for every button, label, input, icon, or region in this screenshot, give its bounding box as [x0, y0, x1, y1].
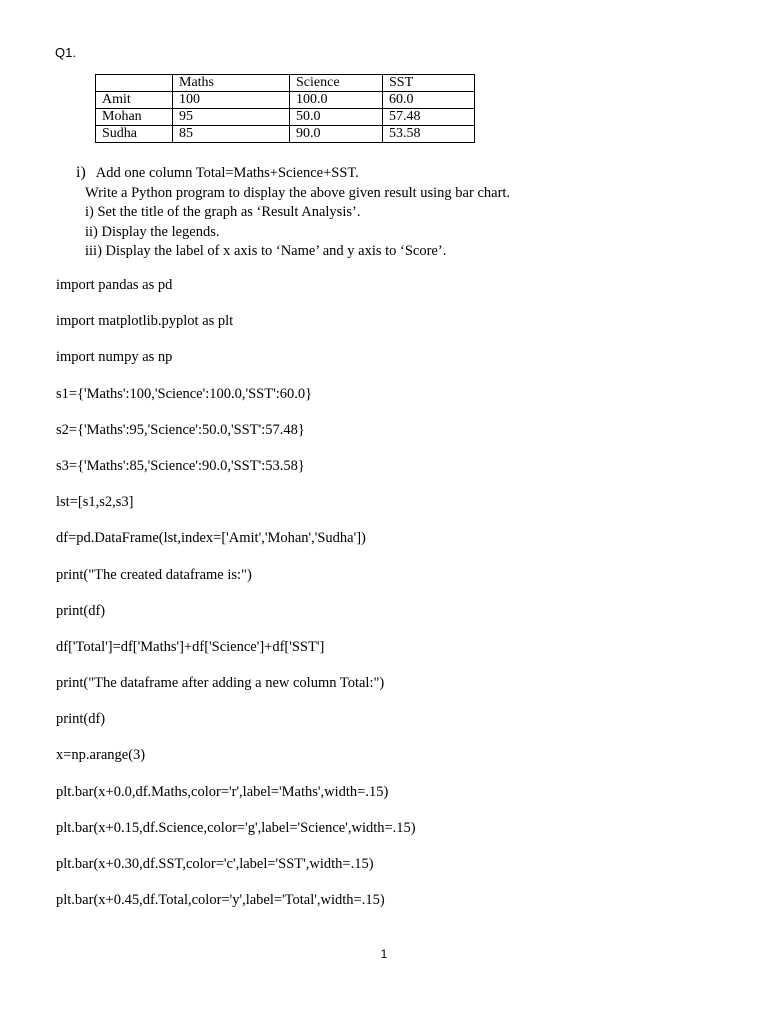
code-line: print(df): [56, 711, 106, 728]
code-line: s3={'Maths':85,'Science':90.0,'SST':53.58}: [56, 457, 305, 474]
table-header-cell: SST: [383, 75, 475, 92]
instruction-line: iii) Display the label of x axis to ‘Name’ and y axis to ‘Score’.: [85, 243, 447, 259]
code-line: print("The dataframe after adding a new column Total:"): [56, 675, 385, 692]
instruction-line: i) Set the title of the graph as ‘Result Analysis’.: [85, 204, 361, 220]
code-listing: [56, 276, 416, 927]
table-cell: 95: [173, 109, 290, 126]
code-line: x=np.arange(3): [56, 747, 146, 764]
table-cell: 100.0: [290, 92, 383, 109]
table-cell: 50.0: [290, 109, 383, 126]
table-cell: 90.0: [290, 126, 383, 143]
table-cell: 57.48: [383, 109, 475, 126]
instruction-line: Write a Python program to display the above given result using bar chart.: [85, 184, 511, 201]
table-header-cell: Maths: [173, 75, 290, 92]
table-row: [96, 126, 475, 143]
code-line: print("The created dataframe is:"): [56, 566, 252, 583]
code-line: s1={'Maths':100,'Science':100.0,'SST':60.0}: [56, 385, 313, 402]
instruction-line: ii) Display the legends.: [85, 223, 220, 240]
marks-table: [95, 74, 475, 143]
code-line: df=pd.DataFrame(lst,index=['Amit','Mohan','Sudha']): [56, 530, 366, 547]
code-line: s2={'Maths':95,'Science':50.0,'SST':57.48}: [56, 421, 305, 438]
table-header-cell: [96, 75, 173, 92]
table-cell: 60.0: [383, 92, 475, 109]
code-line: plt.bar(x+0.0,df.Maths,color='r',label='Maths',width=.15): [56, 783, 389, 800]
table-cell: 100: [173, 92, 290, 109]
table-header-cell: Science: [290, 75, 383, 92]
code-line: import pandas as pd: [56, 277, 173, 293]
code-line: print(df): [56, 602, 106, 619]
code-line: plt.bar(x+0.45,df.Total,color='y',label='Total',width=.15): [56, 892, 385, 909]
code-line: import matplotlib.pyplot as plt: [56, 313, 234, 330]
table-row: [96, 92, 475, 109]
table-row: [96, 109, 475, 126]
code-line: lst=[s1,s2,s3]: [56, 494, 134, 511]
table-cell: 85: [173, 126, 290, 143]
instruction-numeral: i): [76, 164, 86, 181]
instruction-item: [76, 163, 510, 184]
code-line: plt.bar(x+0.15,df.Science,color='g',label='Science',width=.15): [56, 819, 416, 836]
table-cell: Sudha: [96, 126, 173, 143]
table-cell: 53.58: [383, 126, 475, 143]
table-header-row: [96, 75, 475, 92]
code-line: import numpy as np: [56, 349, 173, 366]
table-cell: Amit: [96, 92, 173, 109]
code-line: df['Total']=df['Maths']+df['Science']+df['SST']: [56, 638, 325, 655]
instructions: [76, 163, 510, 262]
code-line: plt.bar(x+0.30,df.SST,color='c',label='SST',width=.15): [56, 856, 374, 872]
table-cell: Mohan: [96, 109, 173, 126]
instruction-text: Add one column Total=Maths+Science+SST.: [95, 165, 359, 181]
page-number: 1: [380, 947, 388, 961]
question-label: Q1.: [55, 45, 76, 60]
